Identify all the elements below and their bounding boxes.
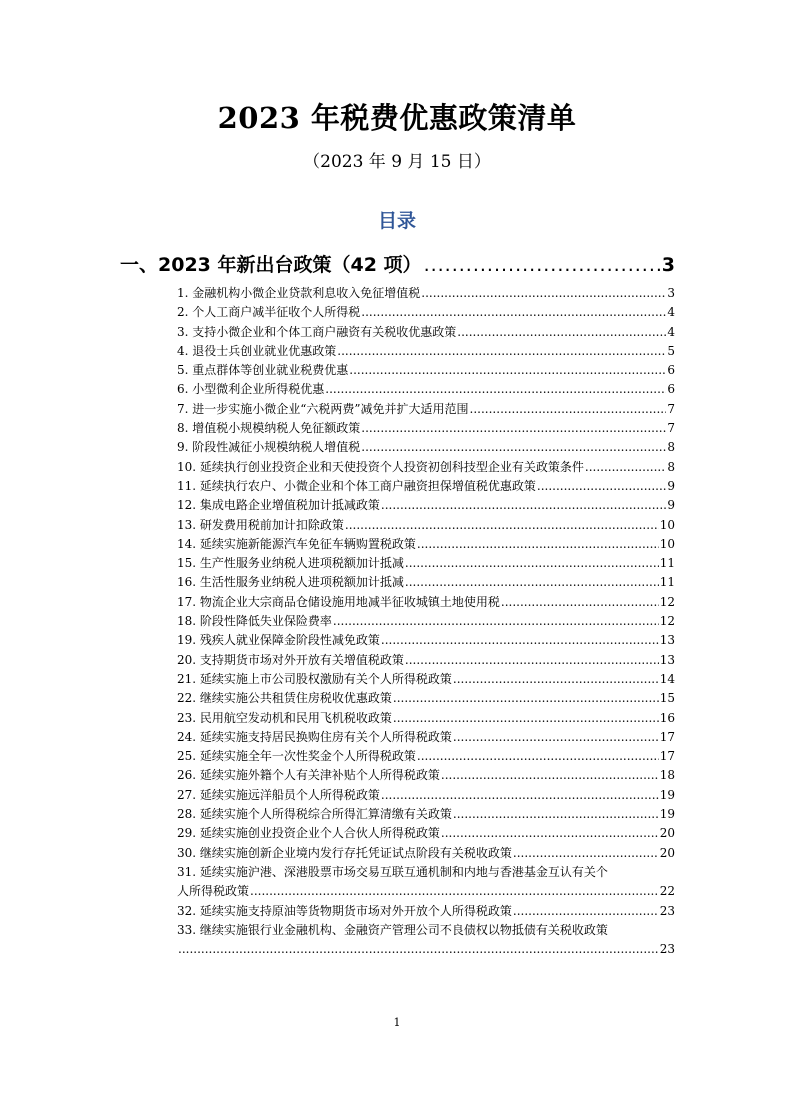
toc-entry-label: 8. 增值税小规模纳税人免征额政策 [177, 421, 361, 436]
toc-entry-label: 1. 金融机构小微企业贷款利息收入免征增值税 [177, 286, 421, 300]
toc-entry-page: 17 [659, 729, 675, 744]
toc-entry-label: 23. 民用航空发动机和民用飞机税收政策 [177, 710, 392, 725]
toc-entry-label: 15. 生产性服务业纳税人进项税额加计抵减 [177, 556, 404, 571]
toc-entry-label: 6. 小型微利企业所得税优惠 [177, 382, 325, 397]
toc-entry-page: 18 [659, 768, 675, 783]
dot-leader [361, 419, 666, 438]
toc-entry-page: 20 [659, 845, 675, 860]
toc-entry[interactable] [177, 284, 675, 303]
toc-entry-page: 5 [667, 343, 675, 358]
toc-entry[interactable] [177, 477, 675, 496]
toc-entry-label: 29. 延续实施创业投资企业个人合伙人所得税政策 [177, 826, 440, 841]
toc-entry-label: 30. 继续实施创新企业境内发行存托凭证试点阶段有关税收政策 [177, 845, 512, 860]
toc-entry-page: 10 [659, 517, 675, 532]
toc-entry[interactable] [177, 593, 675, 612]
toc-entry[interactable] [177, 400, 675, 419]
toc-entry-page: 7 [667, 421, 675, 436]
dot-leader [457, 323, 666, 342]
dot-leader [453, 805, 659, 824]
toc-entry-page: 13 [659, 652, 675, 667]
dot-leader [381, 631, 659, 650]
toc-entry-label: 7. 进一步实施小微企业“六税两费”减免并扩大适用范围 [177, 401, 469, 416]
toc-entry[interactable] [177, 709, 675, 728]
toc-entry-label: 22. 继续实施公共租赁住房税收优惠政策 [177, 691, 392, 706]
toc-entry-label: 25. 延续实施全年一次性奖金个人所得税政策 [177, 749, 416, 764]
toc-entry-page: 19 [659, 807, 675, 822]
toc-entry-label: 32. 延续实施支持原油等货物期货市场对外开放个人所得税政策 [177, 903, 512, 918]
toc-entry[interactable] [177, 766, 675, 785]
toc-entry-page: 12 [659, 614, 675, 629]
dot-leader [349, 361, 666, 380]
dot-leader [178, 940, 659, 959]
toc-entry-label-line1[interactable]: 31. 延续实施沪港、深港股票市场交易互联互通机制和内地与香港基金互认有关个 [177, 864, 608, 879]
toc-entry-page: 23 [659, 942, 675, 957]
dot-leader [441, 824, 659, 843]
toc-entry-page: 17 [659, 749, 675, 764]
toc-entry[interactable] [177, 303, 675, 322]
toc-entry-page: 8 [667, 440, 675, 455]
toc-entry[interactable] [177, 882, 675, 901]
toc-entry-page: 3 [667, 286, 675, 300]
dot-leader [453, 728, 659, 747]
toc-entry[interactable] [177, 670, 675, 689]
toc-entry-label: 18. 阶段性降低失业保险费率 [177, 614, 332, 629]
toc-entry[interactable] [177, 419, 675, 438]
toc-entry-label: 24. 延续实施支持居民换购住房有关个人所得税政策 [177, 729, 452, 744]
toc-entry-label: 17. 物流企业大宗商品仓储设施用地减半征收城镇土地使用税 [177, 594, 500, 609]
toc-entry[interactable] [177, 535, 675, 554]
toc-entry-label: 11. 延续执行农户、小微企业和个体工商户融资担保增值税优惠政策 [177, 478, 536, 493]
toc-entry-page: 9 [667, 478, 675, 493]
toc-entry[interactable] [177, 516, 675, 535]
toc-entry-page: 22 [659, 884, 675, 899]
toc-heading: 目录 [377, 210, 416, 232]
toc-entry-label: 12. 集成电路企业增值税加计抵减政策 [177, 498, 380, 513]
dot-leader [513, 844, 659, 863]
toc-entry-label: 13. 研发费用税前加计扣除政策 [177, 517, 344, 532]
toc-entry[interactable] [177, 380, 675, 399]
toc-entry[interactable] [177, 824, 675, 843]
dot-leader [453, 670, 659, 689]
dot-leader [333, 612, 659, 631]
toc-entry[interactable] [177, 651, 675, 670]
page-number: 1 [393, 1016, 401, 1029]
toc-entry-page: 4 [667, 324, 675, 339]
toc-entry-page: 19 [659, 787, 675, 802]
toc-entry-label: 19. 残疾人就业保障金阶段性减免政策 [177, 633, 380, 648]
toc-entry-page: 20 [659, 826, 675, 841]
toc-section-link[interactable] [120, 250, 675, 280]
dot-leader [393, 709, 659, 728]
toc-entry-label: 26. 延续实施外籍个人有关津补贴个人所得税政策 [177, 768, 440, 783]
toc-entry-label: 27. 延续实施远洋船员个人所得税政策 [177, 787, 380, 802]
toc-entry-label: 3. 支持小微企业和个体工商户融资有关税收优惠政策 [177, 324, 457, 339]
toc-entry[interactable] [177, 689, 675, 708]
document-title: 2023 年税费优惠政策清单 [217, 101, 577, 135]
toc-entry-page: 6 [667, 363, 675, 378]
toc-entry[interactable] [177, 361, 675, 380]
toc-section-page: 3 [661, 254, 675, 276]
toc-entry[interactable] [177, 438, 675, 457]
toc-entry-label: 14. 延续实施新能源汽车免征车辆购置税政策 [177, 536, 416, 551]
toc-entry-page: 8 [667, 459, 675, 474]
dot-leader [417, 535, 659, 554]
dot-leader [337, 342, 666, 361]
toc-entry[interactable] [177, 631, 675, 650]
toc-entry-label: 4. 退役士兵创业就业优惠政策 [177, 343, 337, 358]
toc-entry-page: 7 [667, 401, 675, 416]
toc-entry[interactable] [177, 573, 675, 592]
dot-leader [470, 400, 667, 419]
toc-entry[interactable] [177, 747, 675, 766]
toc-entry[interactable] [177, 805, 675, 824]
dot-leader [424, 254, 660, 276]
toc-entry-page: 13 [659, 633, 675, 648]
toc-entry[interactable] [177, 786, 675, 805]
toc-entry-page: 9 [667, 498, 675, 513]
toc-section-label: 一、2023 年新出台政策（42 项） [120, 254, 422, 276]
toc-entry-label-line1[interactable]: 33. 继续实施银行业金融机构、金融资产管理公司不良债权以物抵债有关税收政策 [177, 922, 608, 937]
toc-entry-page: 16 [659, 710, 675, 725]
toc-entry-label: 2. 个人工商户减半征收个人所得税 [177, 305, 361, 320]
toc-entry[interactable] [177, 902, 675, 921]
toc-entry-label: 21. 延续实施上市公司股权激励有关个人所得税政策 [177, 671, 452, 686]
toc-entry-label: 20. 支持期货市场对外开放有关增值税政策 [177, 652, 404, 667]
toc-entry-page: 23 [659, 903, 675, 918]
toc-entry-page: 6 [667, 382, 675, 397]
dot-leader [421, 284, 666, 303]
toc-entry[interactable] [177, 612, 675, 631]
toc-entry-page: 12 [659, 594, 675, 609]
dot-leader [537, 477, 666, 496]
toc-entry[interactable] [177, 496, 675, 515]
toc-entry-label: 人所得税政策 [177, 884, 250, 899]
toc-entry-page: 11 [659, 575, 675, 590]
toc-entry-page: 4 [667, 305, 675, 320]
dot-leader [361, 438, 666, 457]
dot-leader [441, 766, 659, 785]
toc-entry-list [177, 284, 675, 959]
dot-leader [345, 516, 659, 535]
toc-entry[interactable] [177, 342, 675, 361]
toc-entry-page: 10 [659, 536, 675, 551]
dot-leader [361, 303, 666, 322]
toc-entry[interactable] [177, 458, 675, 477]
toc-entry[interactable] [177, 940, 675, 959]
toc-entry[interactable] [177, 554, 675, 573]
document-date: （2023 年 9 月 15 日） [303, 152, 491, 172]
toc-entry-page: 14 [659, 671, 675, 686]
toc-entry-label: 28. 延续实施个人所得税综合所得汇算清缴有关政策 [177, 807, 452, 822]
toc-entry[interactable] [177, 323, 675, 342]
toc-entry-page: 15 [659, 691, 675, 706]
dot-leader [501, 593, 659, 612]
dot-leader [405, 651, 659, 670]
toc-entry-label: 5. 重点群体等创业就业税费优惠 [177, 363, 349, 378]
dot-leader [405, 554, 659, 573]
dot-leader [381, 496, 666, 515]
dot-leader [585, 458, 666, 477]
dot-leader [250, 882, 659, 901]
dot-leader [393, 689, 659, 708]
dot-leader [325, 380, 666, 399]
toc-entry-label: 10. 延续执行创业投资企业和天使投资个人投资初创科技型企业有关政策条件 [177, 459, 584, 474]
toc-entry[interactable] [177, 844, 675, 863]
toc-entry-page: 11 [659, 556, 675, 571]
toc-entry-label: 16. 生活性服务业纳税人进项税额加计抵减 [177, 575, 404, 590]
toc-entry[interactable] [177, 728, 675, 747]
dot-leader [513, 902, 659, 921]
dot-leader [405, 573, 659, 592]
dot-leader [417, 747, 659, 766]
toc-entry-label: 9. 阶段性减征小规模纳税人增值税 [177, 440, 361, 455]
dot-leader [381, 786, 659, 805]
